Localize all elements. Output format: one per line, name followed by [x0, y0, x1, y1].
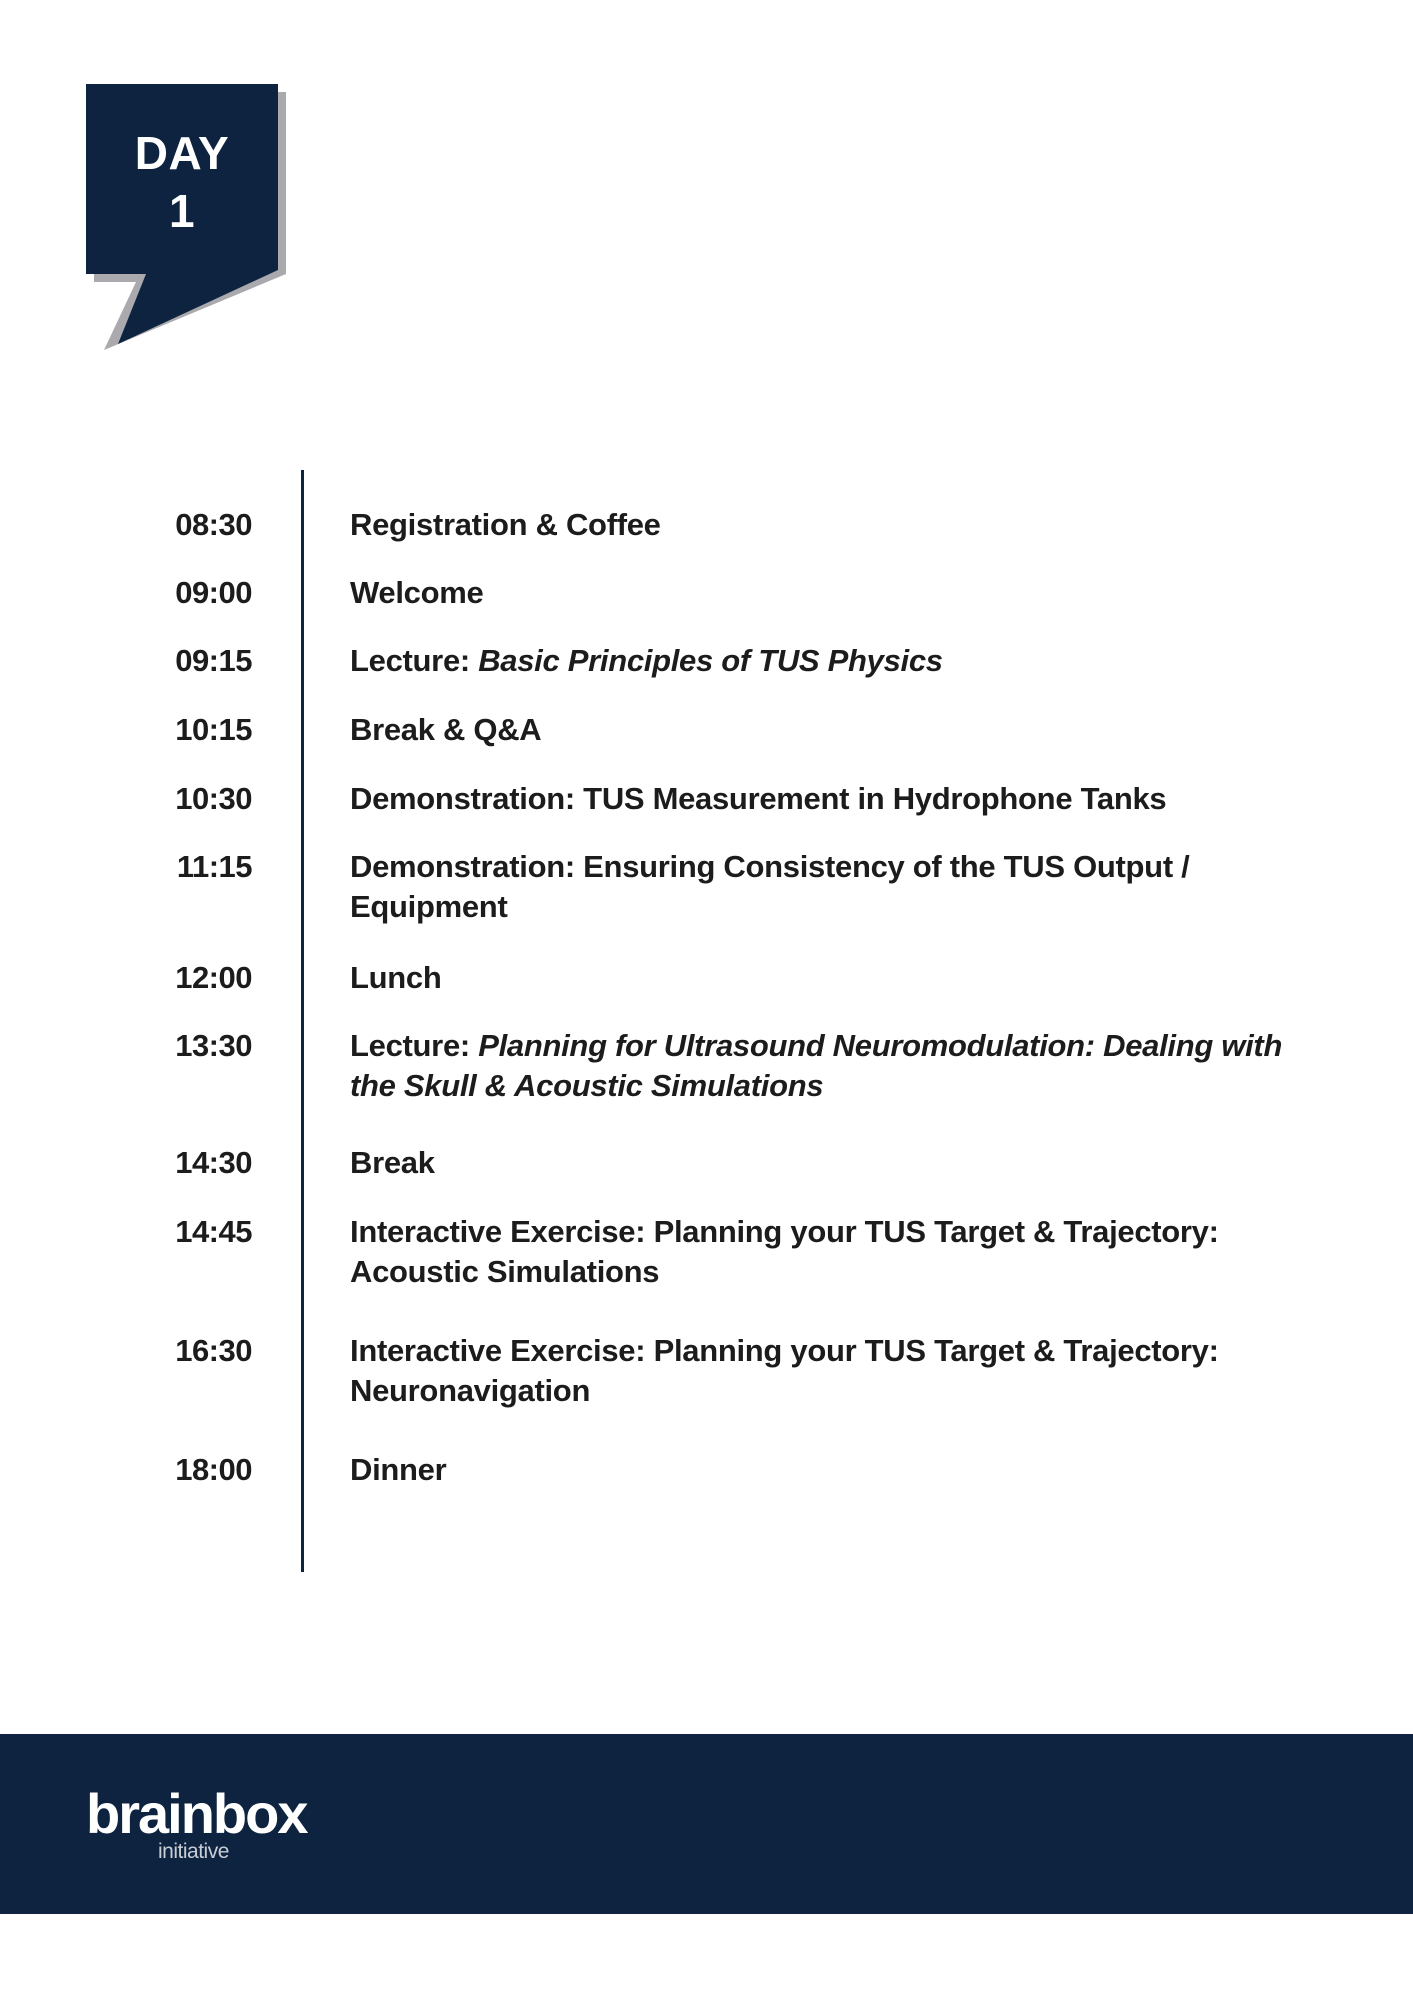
schedule-time: 10:30: [175, 781, 252, 816]
day-label-line2: 1: [168, 185, 196, 237]
event-text: Registration & Coffee: [350, 507, 661, 542]
schedule-event: [350, 1026, 1300, 1106]
schedule-time: 10:15: [175, 712, 252, 747]
event-title: Basic Principles of TUS Physics: [478, 643, 943, 678]
schedule-time: 18:00: [175, 1452, 252, 1487]
schedule-time: 09:15: [175, 643, 252, 678]
footer-bar: [0, 1734, 1413, 1914]
day-label-line1: DAY: [134, 127, 230, 179]
event-text: Break: [350, 1145, 435, 1180]
schedule-event: [350, 1143, 1300, 1183]
schedule-event: [350, 847, 1300, 927]
schedule-event: [350, 573, 1300, 613]
schedule-time: 13:30: [175, 1028, 252, 1063]
schedule-time: 08:30: [175, 507, 252, 542]
event-text: Lecture:: [350, 1028, 479, 1063]
event-text: Demonstration: TUS Measurement in Hydrophone Tanks: [350, 781, 1167, 816]
timeline-divider: [301, 470, 304, 1572]
schedule-event: [350, 710, 1300, 750]
schedule-time: 09:00: [175, 575, 252, 610]
day-label: [86, 124, 278, 240]
schedule-event: [350, 1212, 1300, 1292]
event-text: Demonstration: Ensuring Consistency of the TUS Output / Equipment: [350, 849, 1190, 924]
schedule-event: [350, 641, 1300, 681]
event-text: Welcome: [350, 575, 484, 610]
schedule-event: [350, 1331, 1300, 1411]
schedule-event: [350, 505, 1300, 545]
schedule-event: [350, 958, 1300, 998]
event-title: Planning for Ultrasound Neuromodulation: Dealing with the Skull & Acoustic Simulations: [350, 1028, 1283, 1103]
schedule-event: [350, 1450, 1300, 1490]
event-text: Lunch: [350, 960, 442, 995]
event-text: Break & Q&A: [350, 712, 542, 747]
logo-subtitle: initiative: [158, 1840, 229, 1863]
schedule-time: 16:30: [175, 1333, 252, 1368]
event-text: Interactive Exercise: Planning your TUS Target & Trajectory: Neuronavigation: [350, 1333, 1219, 1408]
schedule-event: [350, 779, 1300, 819]
day-badge: [86, 84, 290, 354]
event-text: Interactive Exercise: Planning your TUS Target & Trajectory: Acoustic Simulations: [350, 1214, 1219, 1289]
schedule-time: 12:00: [175, 960, 252, 995]
schedule-time: 14:30: [175, 1145, 252, 1180]
brainbox-logo: [86, 1784, 326, 1874]
schedule-time: 14:45: [175, 1214, 252, 1249]
event-text: Lecture:: [350, 643, 479, 678]
schedule-time: 11:15: [176, 849, 252, 884]
logo-wordmark: brainbox: [86, 1782, 307, 1845]
event-text: Dinner: [350, 1452, 447, 1487]
